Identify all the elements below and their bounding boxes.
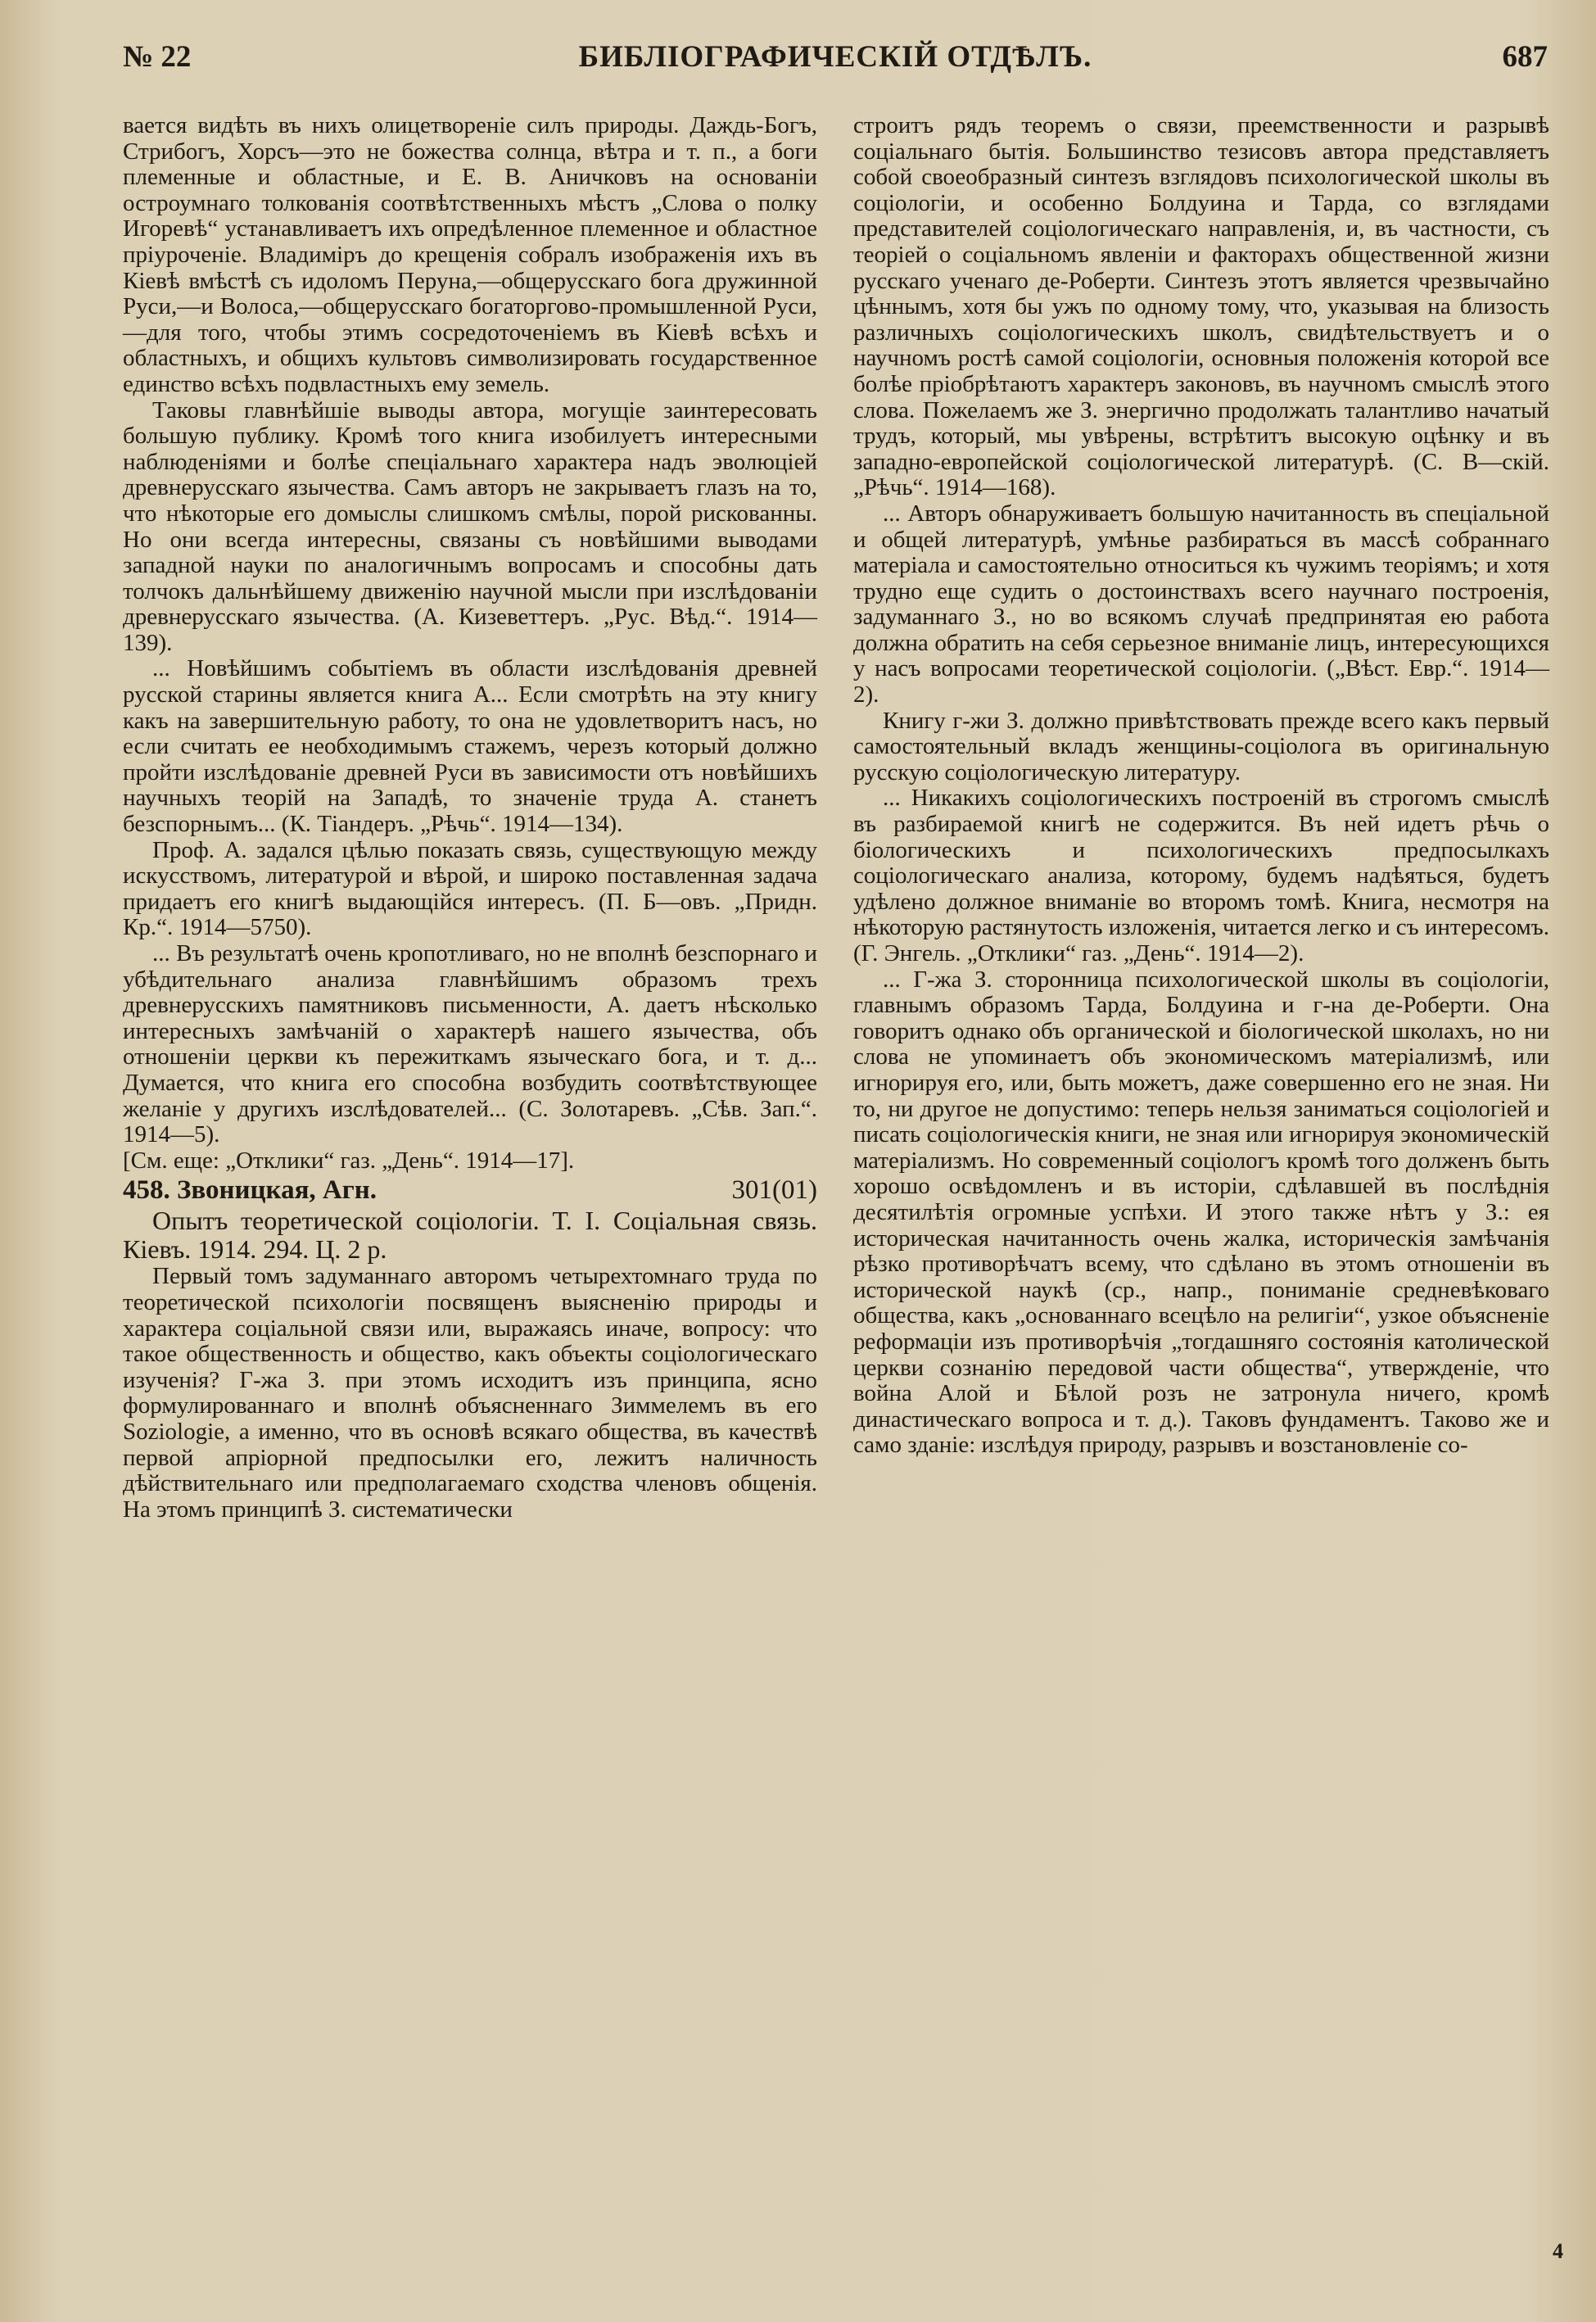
page-number: 687	[1502, 40, 1548, 74]
paragraph: Книгу г-жи З. должно привѣтствовать прежде всего какъ первый самостоятельный вкладъ женщины-соціолога въ оригинальную русскую соціологическую литературу.	[853, 707, 1549, 785]
paragraph: ... Въ результатѣ очень кропотливаго, но не вполнѣ безспорнаго и убѣдительнаго анализа главнѣйшимъ образомъ трехъ древнерусскихъ памятниковъ письменности, А. даетъ нѣсколько интересныхъ замѣчаній о характерѣ нашего язычества, объ отношеніи церкви къ пережиткамъ языческаго бога, и т. д... Думается, что книга его способна возбудить соотвѣтствующее желаніе у другихъ изслѣдователей... (С. Золотаревъ. „Сѣв. Зап.“. 1914—5).	[123, 940, 817, 1148]
paragraph: Проф. А. задался цѣлью показать связь, существующую между искусствомъ, литературой и вѣрой, и широко поставленная задача придаетъ его книгѣ выдающійся интересъ. (П. Б—овъ. „Придн. Кр.“. 1914—5750).	[123, 836, 817, 941]
entry-heading	[123, 1175, 817, 1205]
right-column	[853, 113, 1549, 1459]
entry-bibliographic-description: Опытъ теоретической соціологіи. Т. I. Соціальная связь. Кіевъ. 1914. 294. Ц. 2 р.	[123, 1206, 817, 1265]
page-header	[123, 39, 1548, 80]
issue-number: № 22	[123, 40, 192, 74]
paragraph: Первый томъ задуманнаго авторомъ четырехтомнаго труда по теоретической психологіи посвященъ выясненію природы и характера соціальной связи или, выражаясь иначе, вопросу: что такое общественность и общество, какъ объекты соціологическаго изученія? Г-жа З. при этомъ исходитъ изъ принципа, ясно формулированнаго и вполнѣ объясненнаго Зиммелемъ въ его Soziologie, а именно, что въ основѣ всякаго общества, въ качествѣ первой апріорной предпосылки его, лежитъ наличность дѣйствительнаго или предполагаемаго сходства членовъ общенія. На этомъ принципѣ З. систематически	[123, 1263, 817, 1523]
section-title: БИБЛІОГРАФИЧЕСКІЙ ОТДѢЛЪ.	[578, 40, 1092, 74]
paragraph: ... Никакихъ соціологическихъ построеній въ строгомъ смыслѣ въ разбираемой книгѣ не содержится. Въ ней идетъ рѣчь о біологическихъ и психологическихъ предпосылкахъ соціологическаго анализа, которому, будемъ надѣяться, будетъ удѣлено должное вниманіе во второмъ томѣ. Книга, несмотря на нѣкоторую растянутость изложенія, читается легко и съ интересомъ. (Г. Энгель. „Отклики“ газ. „День“. 1914—2).	[853, 785, 1549, 966]
printer-signature: 4	[1553, 2239, 1563, 2263]
paragraph: ... Авторъ обнаруживаетъ большую начитанность въ спеціальной и общей литературѣ, умѣнье разбираться въ массѣ собраннаго матеріала и самостоятельно относиться къ чужимъ теоріямъ; и хотя трудно еще судить о достоинствахъ всего научнаго построенія, задуманнаго З., но во всякомъ случаѣ предпринятая ею работа должна обратить на себя серьезное вниманіе лицъ, интересующихся у насъ вопросами теоретической соціологіи. („Вѣст. Евр.“. 1914—2).	[853, 500, 1549, 708]
entry-number-author: 458. Звоницкая, Агн.	[123, 1175, 378, 1206]
paragraph: ... Г-жа З. сторонница психологической школы въ соціологіи, главнымъ образомъ Тарда, Болдуина и г-на де-Роберти. Она говоритъ однако объ органической и біологической школахъ, но ни слова не упоминаетъ объ экономическомъ матеріализмѣ, или игнорируя его, или, быть можетъ, даже совершенно его не зная. Ни то, ни другое не допустимо: теперь нельзя заниматься соціологіей и писать соціологическія книги, не зная или игнорируя экономическій матеріализмъ. Но современный соціологъ кромѣ того долженъ быть хорошо освѣдомленъ и въ исторіи, сдѣлавшей въ послѣднія десятилѣтія огромные успѣхи. И этого также нѣтъ у З.: ея историческая начитанность очень жалка, историческія замѣчанія рѣзко противорѣчатъ всему, что сдѣлано въ этомъ отношеніи въ исторической наукѣ (ср., напр., пониманіе средневѣковаго общества, какъ „основаннаго всецѣло на религіи“, узкое объясненіе реформаціи изъ противорѣчія „тогдашняго состоянія католической церкви сознанію передовой части общества“, утвержденіе, что война Алой и Бѣлой розъ не затронула ничего, кромѣ династическаго вопроса и т. д.). Таковъ фундаментъ. Таково же и само зданіе: изслѣдуя природу, разрывъ и возстановленіе со-	[853, 966, 1549, 1459]
paragraph: строитъ рядъ теоремъ о связи, преемственности и разрывѣ соціальнаго бытія. Большинство тезисовъ автора представляетъ собой своеобразный синтезъ взглядовъ психологической школы въ соціологіи, и особенно Болдуина и Тарда, со взглядами представителей соціологическаго направленія, и, въ частности, съ теоріей о соціальномъ явленіи и факторахъ общественной жизни русскаго ученаго де-Роберти. Синтезъ этотъ является чрезвычайно цѣннымъ, хотя бы ужъ по одному тому, что, указывая на близость различныхъ соціологическихъ школъ, свидѣтельствуетъ и о научномъ ростѣ самой соціологіи, основныя положенія которой все болѣе пріобрѣтаютъ характеръ законовъ, въ научномъ смыслѣ этого слова. Пожелаемъ же З. энергично продолжать талантливо начатый трудъ, который, мы увѣрены, встрѣтитъ высокую оцѣнку и въ западно-европейской соціологической литературѣ. (С. В—скій. „Рѣчь“. 1914—168).	[853, 112, 1549, 501]
paragraph: вается видѣть въ нихъ олицетвореніе силъ природы. Даждь-Богъ, Стрибогъ, Хорсъ—это не божества солнца, вѣтра и т. п., а боги племенные и областные, и Е. В. Аничковъ на основаніи остроумнаго толкованія соотвѣтственныхъ мѣстъ „Слова о полку Игоревѣ“ устанавливаетъ ихъ опредѣленное племенное и областное пріуроченіе. Владиміръ до крещенія собралъ изображенія ихъ въ Кіевѣ вмѣстѣ съ идоломъ Перуна,—общерусскаго бога дружинной Руси,—и Волоса,—общерусскаго богаторгово-промышленной Руси,—для того, чтобы этимъ сосредоточеніемъ въ Кіевѣ всѣхъ и областныхъ, и общихъ культовъ символизировать государственное единство всѣхъ подвластныхъ ему земель.	[123, 112, 817, 397]
left-column	[123, 113, 817, 1523]
paragraph: Таковы главнѣйшіе выводы автора, могущіе заинтересовать большую публику. Кромѣ того книга изобилуетъ интересными наблюденіями и болѣе спеціальнаго характера надъ эволюціей древнерусскаго язычества. Самъ авторъ не закрываетъ глазъ на то, что нѣкоторые его домыслы слишкомъ смѣлы, порой рискованны. Но они всегда интересны, связаны съ новѣйшими выводами западной науки по аналогичнымъ вопросамъ и способны дать толчокъ дальнѣйшему движенію научной мысли при изслѣдованіи древнерусскаго язычества. (А. Кизеветтеръ. „Рус. Вѣд.“. 1914—139).	[123, 396, 817, 656]
see-also-reference: [См. еще: „Отклики“ газ. „День“. 1914—17].	[123, 1147, 575, 1174]
entry-classification: 301(01)	[731, 1175, 817, 1206]
paragraph: ... Новѣйшимъ событіемъ въ области изслѣдованія древней русской старины является книга А... Если смотрѣть на эту книгу какъ на завершительную работу, то она не удовлетворитъ насъ, но если считать ее необходимымъ стажемъ, черезъ который должно пройти изслѣдованіе древней Руси въ зависимости отъ новѣйшихъ научныхъ теорій на Западѣ, то значеніе труда А. станетъ безспорнымъ... (К. Тіандеръ. „Рѣчь“. 1914—134).	[123, 655, 817, 838]
